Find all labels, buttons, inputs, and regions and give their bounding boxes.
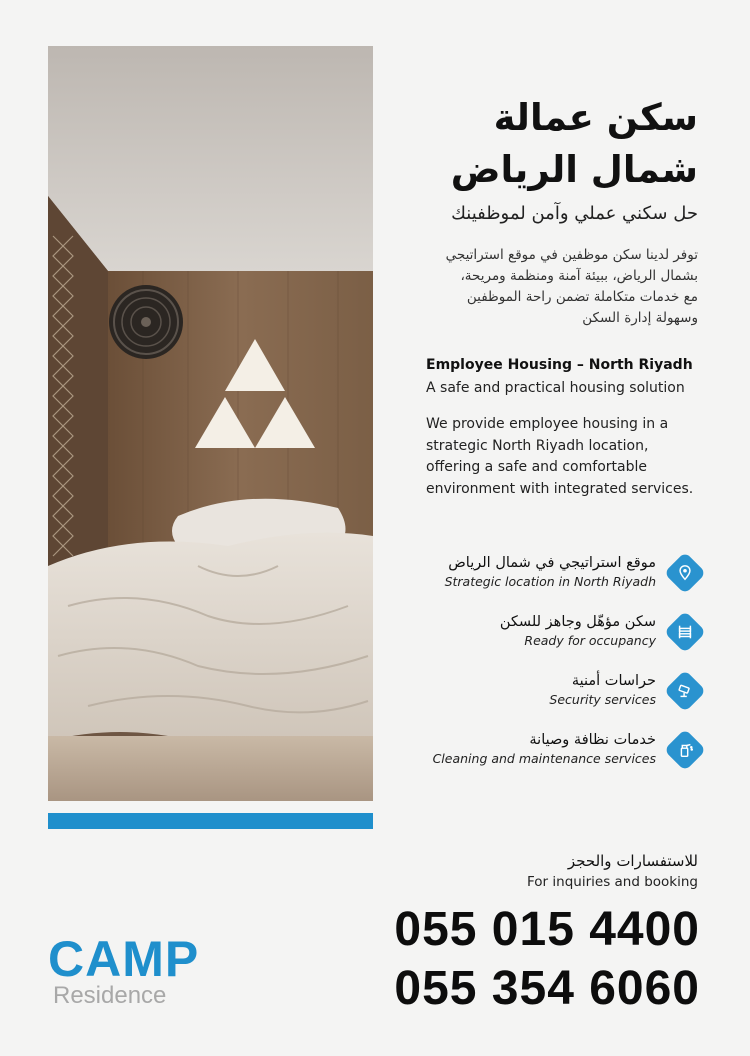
feature-item xyxy=(380,553,700,612)
feature-label-ar: خدمات نظافة وصيانة xyxy=(529,732,656,748)
bedroom-illustration xyxy=(48,46,373,801)
feature-label-ar: سكن مؤهّل وجاهز للسكن xyxy=(499,614,656,630)
feature-list xyxy=(380,553,700,789)
english-description xyxy=(426,414,716,500)
feature-label-en: Cleaning and maintenance services xyxy=(432,751,656,766)
english-desc-line: environment with integrated services. xyxy=(426,480,694,497)
camp-residence-logo xyxy=(48,931,200,1010)
wall-fan xyxy=(109,285,183,359)
arabic-title xyxy=(368,92,698,196)
arabic-subtitle: حل سكني عملي وآمن لموظفينك xyxy=(451,203,698,224)
english-title: Employee Housing – North Riyadh xyxy=(426,357,693,373)
arabic-desc-line: وسهولة إدارة السكن xyxy=(582,310,698,326)
phone-number-2[interactable]: 055 354 6060 xyxy=(394,962,700,1015)
accent-bar xyxy=(48,813,373,829)
english-desc-line: We provide employee housing in a xyxy=(426,416,669,432)
feature-item xyxy=(380,730,700,789)
feature-label-en: Security services xyxy=(549,692,656,707)
feature-label-en: Ready for occupancy xyxy=(524,633,656,648)
contact-label-ar: للاستفسارات والحجز xyxy=(567,852,698,870)
phone-number-1[interactable]: 055 015 4400 xyxy=(394,903,700,956)
english-desc-line: strategic North Riyadh location, xyxy=(426,437,649,454)
feature-item xyxy=(380,612,700,671)
feature-item xyxy=(380,671,700,730)
contact-label-en: For inquiries and booking xyxy=(527,874,698,890)
arabic-desc-line: بشمال الرياض، ببيئة آمنة ومنظمة ومريحة، xyxy=(460,268,698,284)
english-desc-line: offering a safe and comfortable xyxy=(426,459,647,475)
arabic-title-line1: سكن عمالة xyxy=(493,96,698,139)
logo-subtext: Residence xyxy=(53,982,167,1009)
arabic-desc-line: توفر لدينا سكن موظفين في موقع استراتيجي xyxy=(445,247,698,263)
logo-word: CAMP xyxy=(48,931,200,987)
arabic-desc-line: مع خدمات متكاملة تضمن راحة الموظفين xyxy=(466,289,698,305)
feature-label-ar: حراسات أمنية xyxy=(571,673,656,689)
cleaning-spray-icon xyxy=(664,729,706,771)
arabic-title-line2: شمال الرياض xyxy=(450,148,698,191)
feature-label-en: Strategic location in North Riyadh xyxy=(444,574,656,589)
bedroom-photo xyxy=(48,46,373,801)
english-subtitle: A safe and practical housing solution xyxy=(426,380,685,396)
location-pin-icon xyxy=(664,552,706,594)
arabic-description xyxy=(408,245,698,329)
security-camera-icon xyxy=(664,670,706,712)
feature-label-ar: موقع استراتيجي في شمال الرياض xyxy=(448,555,656,571)
bunk-bed-icon xyxy=(664,611,706,653)
